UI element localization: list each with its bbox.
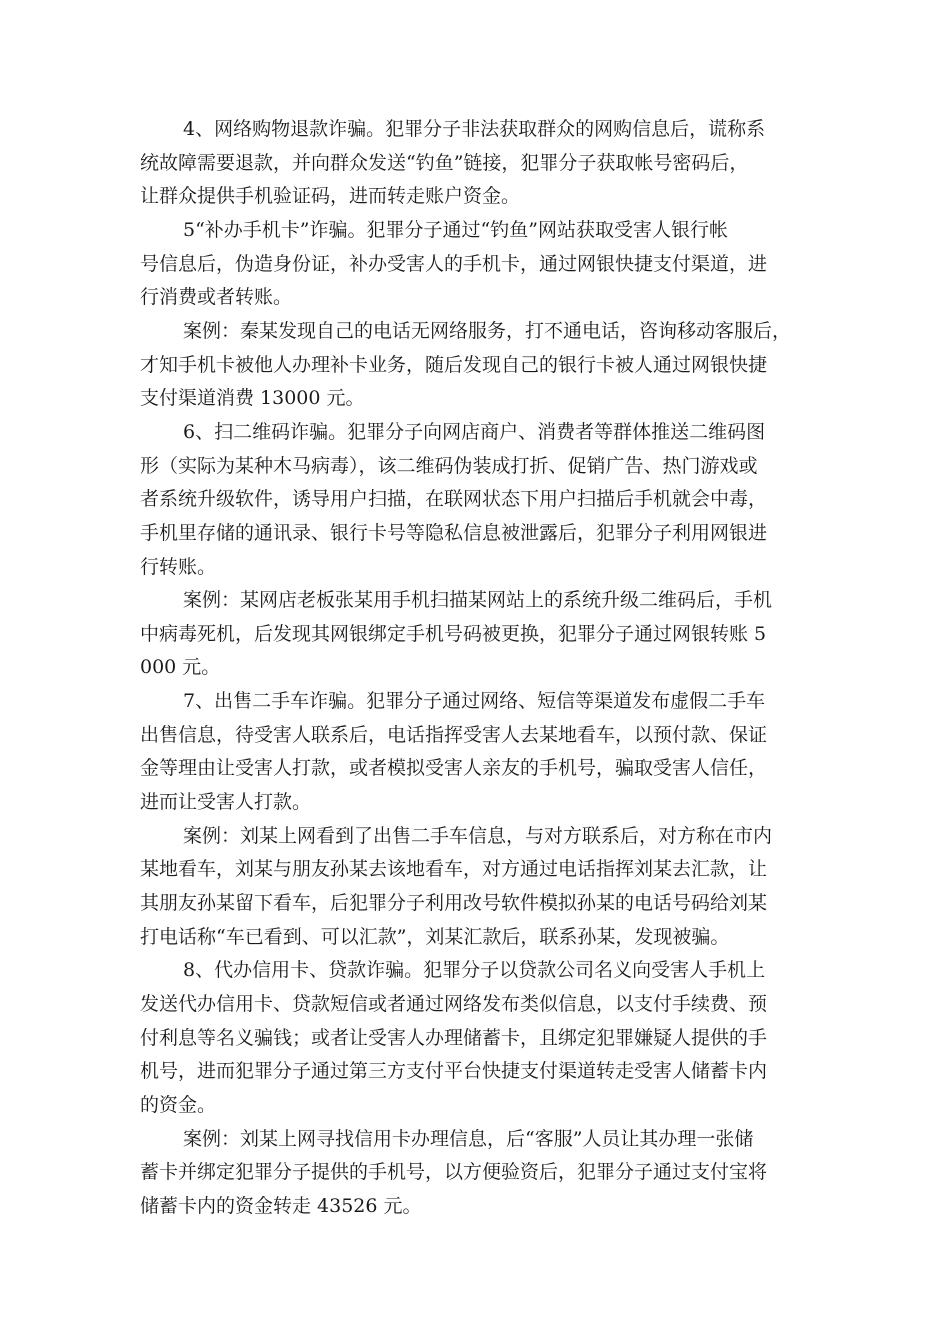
text-line: 中病毒死机，后发现其网银绑定手机号码被更换，犯罪分子通过网银转账 5 bbox=[140, 623, 767, 645]
text-line: 4、网络购物退款诈骗。犯罪分子非法获取群众的网购信息后，谎称系 bbox=[183, 118, 766, 140]
text-line: 进而让受害人打款。 bbox=[140, 791, 312, 813]
text-line: 某地看车，刘某与朋友孙某去该地看车，对方通过电话指挥刘某去汇款，让 bbox=[140, 858, 768, 880]
text-line: 金等理由让受害人打款，或者模拟受害人亲友的手机号，骗取受害人信任， bbox=[140, 757, 768, 779]
text-line: 案例：刘某上网寻找信用卡办理信息，后“客服”人员让其办理一张储 bbox=[183, 1128, 754, 1150]
text-line: 案例：秦某发现自己的电话无网络服务，打不通电话，咨询移动客服后， bbox=[183, 320, 792, 342]
text-line: 案例：刘某上网看到了出售二手车信息，与对方联系后，对方称在市内 bbox=[183, 825, 773, 847]
text-line: 其朋友孙某留下看车，后犯罪分子利用改号软件模拟孙某的电话号码给刘某 bbox=[140, 892, 768, 914]
text-line: 机号，进而犯罪分子通过第三方支付平台快捷支付渠道转走受害人储蓄卡内 bbox=[140, 1060, 768, 1082]
text-line: 支付渠道消费 13000 元。 bbox=[140, 387, 365, 409]
text-line: 8、代办信用卡、贷款诈骗。犯罪分子以贷款公司名义向受害人手机上 bbox=[183, 959, 766, 981]
text-line: 发送代办信用卡、贷款短信或者通过网络发布类似信息，以支付手续费、预 bbox=[140, 993, 768, 1015]
text-line: 行转账。 bbox=[140, 556, 217, 578]
text-line: 案例：某网店老板张某用手机扫描某网站上的系统升级二维码后，手机 bbox=[183, 589, 773, 611]
text-line: 才知手机卡被他人办理补卡业务，随后发现自己的银行卡被人通过网银快捷 bbox=[140, 354, 768, 376]
text-line: 打电话称“车已看到、可以汇款”，刘某汇款后，联系孙某，发现被骗。 bbox=[140, 926, 730, 948]
text-line: 的资金。 bbox=[140, 1094, 217, 1116]
text-line: 行消费或者转账。 bbox=[140, 286, 293, 308]
text-line: 储蓄卡内的资金转走 43526 元。 bbox=[140, 1195, 422, 1217]
text-line: 付利息等名义骗钱；或者让受害人办理储蓄卡，且绑定犯罪嫌疑人提供的手 bbox=[140, 1027, 768, 1049]
text-line: 形（实际为某种木马病毒），该二维码伪装成打折、促销广告、热门游戏或 bbox=[140, 455, 758, 477]
text-line: 出售信息，待受害人联系后，电话指挥受害人去某地看车，以预付款、保证 bbox=[140, 724, 768, 746]
text-line: 号信息后，伪造身份证，补办受害人的手机卡，通过网银快捷支付渠道，进 bbox=[140, 253, 768, 275]
text-line: 7、出售二手车诈骗。犯罪分子通过网络、短信等渠道发布虚假二手车 bbox=[183, 690, 766, 712]
text-line: 者系统升级软件，诱导用户扫描，在联网状态下用户扫描后手机就会中毒， bbox=[140, 488, 768, 510]
text-line: 让群众提供手机验证码，进而转走账户资金。 bbox=[140, 185, 521, 207]
text-line: 手机里存储的通讯录、银行卡号等隐私信息被泄露后，犯罪分子利用网银进 bbox=[140, 522, 768, 544]
text-line: 蓄卡并绑定犯罪分子提供的手机号，以方便验资后，犯罪分子通过支付宝将 bbox=[140, 1161, 768, 1183]
text-line: 统故障需要退款，并向群众发送“钓鱼”链接，犯罪分子获取帐号密码后， bbox=[140, 152, 749, 174]
text-line: 000 元。 bbox=[140, 656, 221, 678]
text-line: 6、扫二维码诈骗。犯罪分子向网店商户、消费者等群体推送二维码图 bbox=[183, 421, 766, 443]
text-line: 5“补办手机卡”诈骗。犯罪分子通过“钓鱼”网站获取受害人银行帐 bbox=[183, 219, 728, 241]
